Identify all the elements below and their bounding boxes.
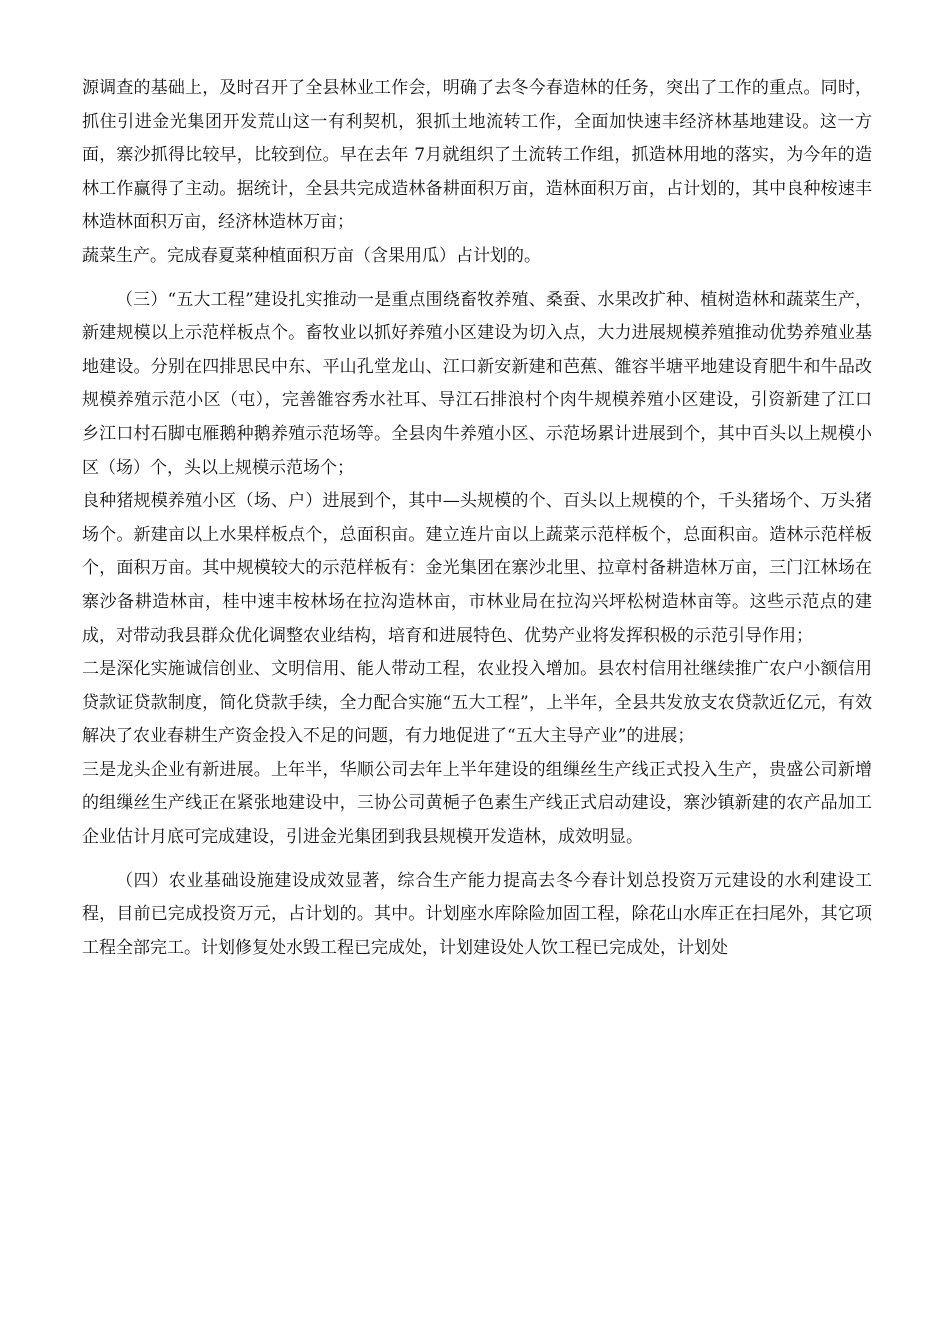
paragraph-vegetables: 蔬菜生产。完成春夏菜种植面积万亩（含果用瓜）占计划的。: [82, 245, 541, 266]
paragraph-forestry: 源调查的基础上，及时召开了全县林业工作会，明确了去冬今春造林的任务，突出了工作的重点。同时，抓住引进金光集团开发荒山这一有利契机，狠抓土地流转工作，全面加快速丰经济林基地建设。这一方面，寨沙抓得比较早，比较到位。早在去年 7月就组织了土流转工作组，抓造林用地的落实，为今年的造林工作赢得了主动。据统计，全县共完成造林备耕面积万亩，造林面积万亩，占计划的，其中良种桉速丰林造林面积万亩，经济林造林万亩；: [82, 78, 872, 233]
document-body: [82, 72, 872, 965]
paragraph-section-three: （三）“五大工程”建设扎实推动一是重点围绕畜牧养殖、桑蚕、水果改扩种、植树造林和蔬菜生产，新建规模以上示范样板点个。畜牧业以抓好养殖小区建设为切入点，大力进展规模养殖推动优势养殖业基地建设。分别在四排思民中东、平山孔堂龙山、江口新安新建和芭蕉、雒容半塘平地建设育肥牛和牛品改规模养殖示范小区（屯），完善雒容秀水社耳、导江石排浪村个肉牛规模养殖小区建设，引资新建了江口乡江口村石脚屯雁鹅种鹅养殖示范场等。全县肉牛养殖小区、示范场累计进展到个，其中百头以上规模小区（场）个，头以上规模示范场个；: [82, 289, 872, 478]
paragraph-pig-breeding: 良种猪规模养殖小区（场、户）进展到个，其中—头规模的个、百头以上规模的个，千头猪场个、万头猪场个。新建亩以上水果样板点个，总面积亩。建立连片亩以上蔬菜示范样板个，总面积亩。造林示范样板个，面积万亩。其中规模较大的示范样板有：金光集团在寨沙北里、拉章村备耕造林万亩，三门江林场在寨沙备耕造林亩，桂中速丰桉林场在拉沟造林亩，市林业局在拉沟兴坪松树造林亩等。这些示范点的建成，对带动我县群众优化调整农业结构，培育和进展特色、优势产业将发挥积极的示范引导作用；: [82, 491, 872, 646]
paragraph-leading-enterprises: 三是龙头企业有新进展。上年半，华顺公司去年上半年建设的组缫丝生产线正式投入生产，贵盛公司新增的组缫丝生产线正在紧张地建设中，三协公司黄梔子色素生产线正式启动建设，寨沙镇新建的农产品加工企业估计月底可完成建设，引进金光集团到我县规模开发造林，成效明显。: [82, 759, 872, 848]
paragraph-credit-investment: 二是深化实施诚信创业、文明信用、能人带动工程，农业投入增加。县农村信用社继续推广农户小额信用贷款证贷款制度，简化贷款手续，全力配合实施“五大工程”，上半年，全县共发放支农贷款近亿元，有效解决了农业春耕生产资金投入不足的问题，有力地促进了“五大主导产业”的进展；: [82, 659, 872, 747]
paragraph-section-four: （四）农业基础设施建设成效显著，综合生产能力提高去冬今春计划总投资万元建设的水利建设工程，目前已完成投资万元，占计划的。其中。计划座水库除险加固工程，除花山水库正在扫尾外，其它项工程全部完工。计划修复处水毁工程已完成处，计划建设处人饮工程已完成处，计划处: [82, 870, 872, 958]
